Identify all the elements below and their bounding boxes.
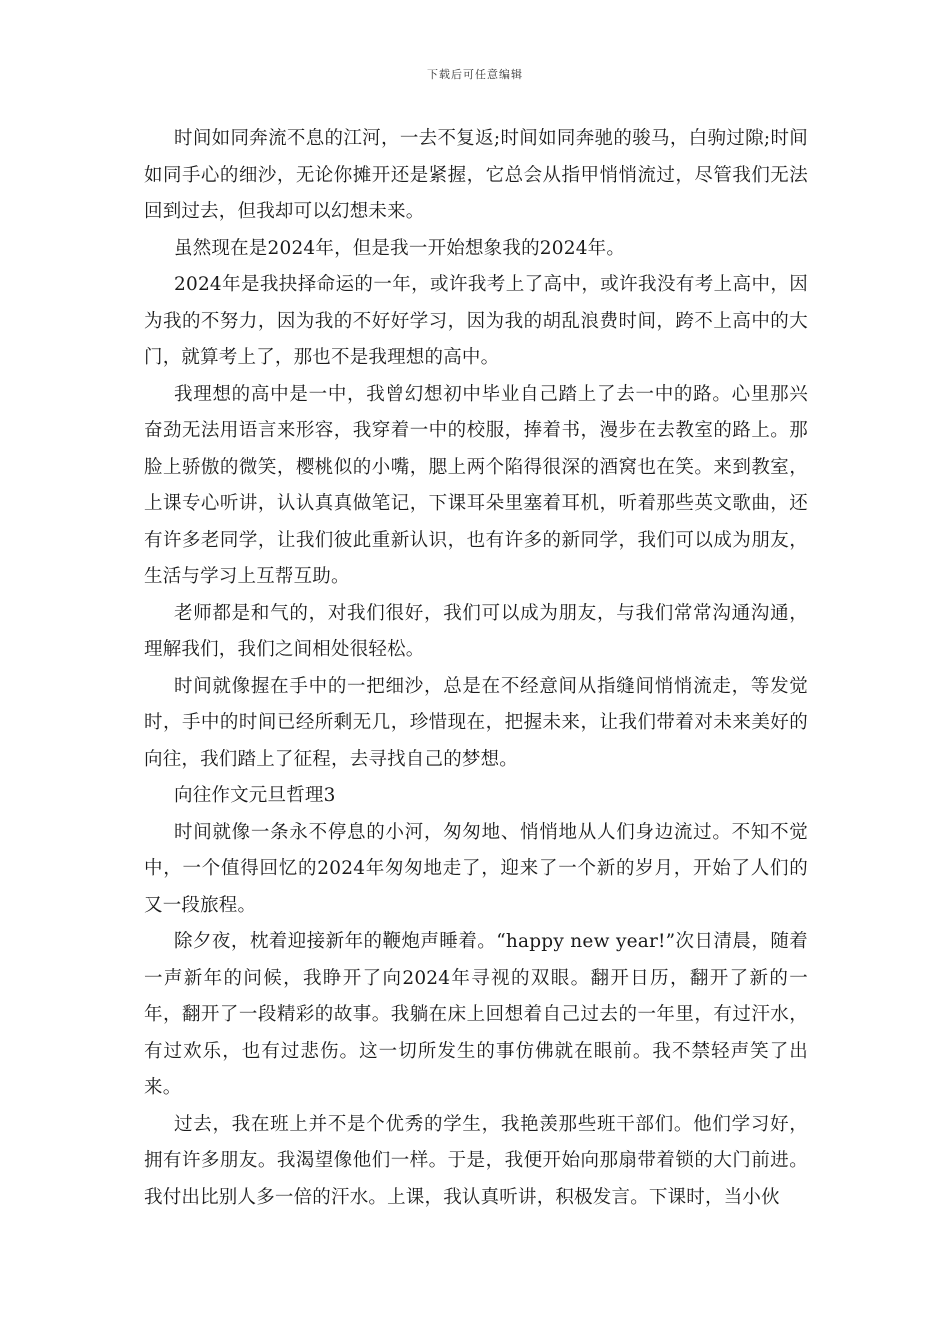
paragraph: 2024年是我抉择命运的一年，或许我考上了高中，或许我没有考上高中，因为我的不努力，因为我的不好好学习，因为我的胡乱浪费时间，跨不上高中的大门，就算考上了，那也不是我理想的高中。 [144,274,808,368]
page-header: 下载后可任意编辑 [427,68,523,81]
document-body [144,121,808,1216]
section-heading: 向往作文元旦哲理3 [174,785,336,806]
paragraph: 老师都是和气的，对我们很好，我们可以成为朋友，与我们常常沟通沟通，理解我们，我们之间相处很轻松。 [144,602,808,660]
paragraph: 虽然现在是2024年，但是我一开始想象我的2024年。 [174,237,626,259]
paragraph: 时间就像一条永不停息的小河，匆匆地、悄悄地从人们身边流过。不知不觉中，一个值得回忆的2024年匆匆地走了，迎来了一个新的岁月，开始了人们的又一段旅程。 [144,821,808,916]
paragraph: 时间就像握在手中的一把细沙，总是在不经意间从指缝间悄悄流走，等发觉时，手中的时间已经所剩无几，珍惜现在，把握未来，让我们带着对未来美好的向往，我们踏上了征程，去寻找自己的梦想。 [144,675,808,770]
paragraph: 除夕夜，枕着迎接新年的鞭炮声睡着。“happy new year!”次日清晨，随着一声新年的问候，我睁开了向2024年寻视的双眼。翻开日历，翻开了新的一年，翻开了一段精彩的故事。我躺在床上回想着自己过去的一年里，有过汗水，有过欢乐，也有过悲伤。这一切所发生的事仿佛就在眼前。我不禁轻声笑了出来。 [144,931,808,1098]
paragraph: 过去，我在班上并不是个优秀的学生，我艳羡那些班干部们。他们学习好，拥有许多朋友。我渴望像他们一样。于是，我便开始向那扇带着锁的大门前进。我付出比别人多一倍的汗水。上课，我认真听讲，积极发言。下课时，当小伙 [144,1113,808,1208]
paragraph: 时间如同奔流不息的江河，一去不复返;时间如同奔驰的骏马，白驹过隙;时间如同手心的细沙，无论你摊开还是紧握，它总会从指甲悄悄流过，尽管我们无法回到过去，但我却可以幻想未来。 [144,128,808,222]
paragraph: 我理想的高中是一中，我曾幻想初中毕业自己踏上了去一中的路。心里那兴奋劲无法用语言来形容，我穿着一中的校服，捧着书，漫步在去教室的路上。那脸上骄傲的微笑，樱桃似的小嘴，腮上两个陷得很深的酒窝也在笑。来到教室，上课专心听讲，认认真真做笔记，下课耳朵里塞着耳机，听着那些英文歌曲，还有许多老同学，让我们彼此重新认识，也有许多的新同学，我们可以成为朋友，生活与学习上互帮互助。 [144,383,808,587]
